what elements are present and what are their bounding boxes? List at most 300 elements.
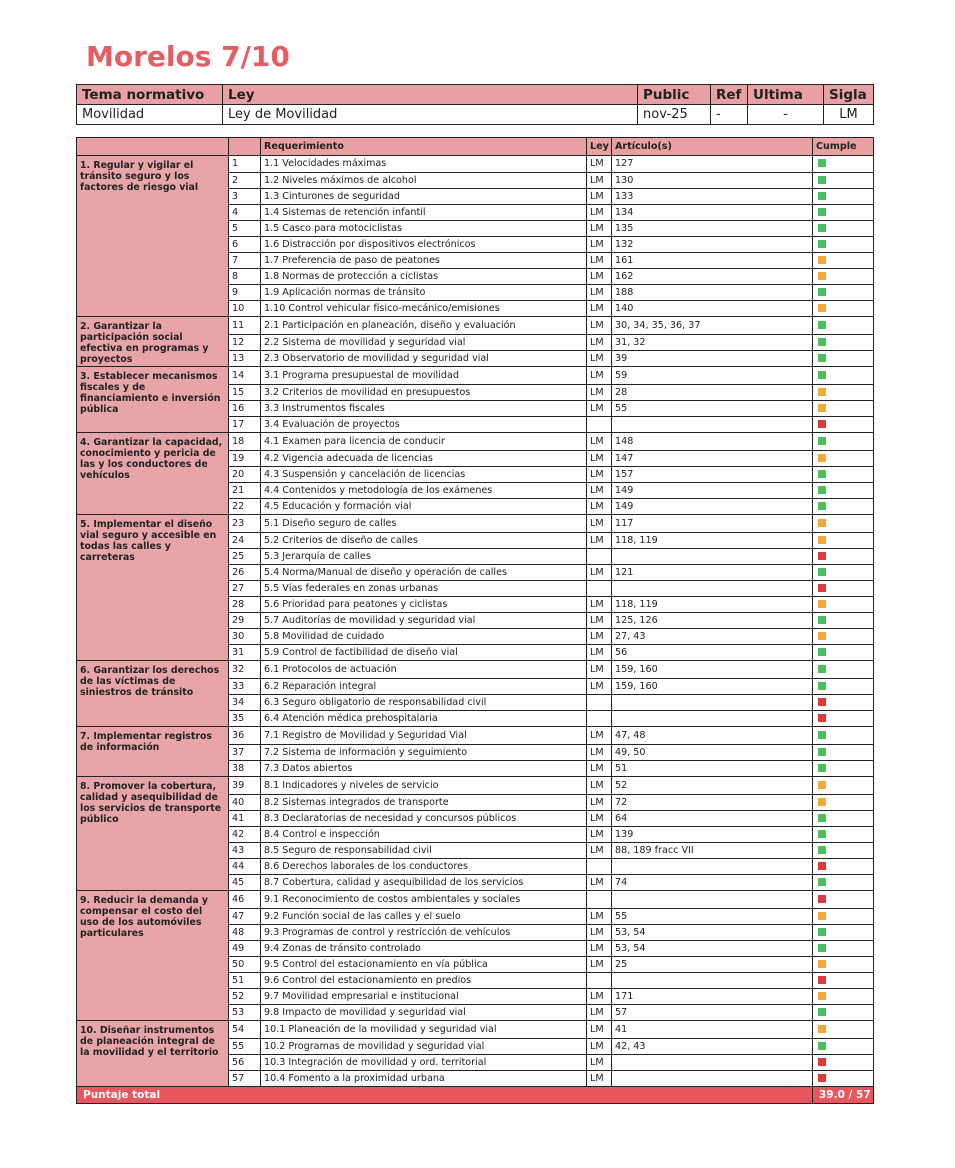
law-code: LM: [587, 189, 612, 205]
requirement-name: 10.4 Fomento a la proximidad urbana: [261, 1071, 587, 1087]
articles: 118, 119: [612, 533, 813, 549]
status-green-icon: [818, 502, 826, 510]
compliance-cell: [813, 827, 874, 843]
law-code: LM: [587, 925, 612, 941]
articles: 132: [612, 237, 813, 253]
col-header-requerimiento: Requerimiento: [261, 138, 587, 156]
status-green-icon: [818, 437, 826, 445]
articles: 25: [612, 957, 813, 973]
compliance-cell: [813, 727, 874, 745]
row-number: 44: [229, 859, 261, 875]
requirement-name: 5.7 Auditorías de movilidad y seguridad vial: [261, 613, 587, 629]
row-number: 13: [229, 351, 261, 367]
row-number: 10: [229, 301, 261, 317]
articles: [612, 973, 813, 989]
status-green-icon: [818, 486, 826, 494]
law-code: LM: [587, 499, 612, 515]
table-row: [77, 433, 874, 451]
requirement-name: 5.6 Prioridad para peatones y ciclistas: [261, 597, 587, 613]
requirement-name: 9.8 Impacto de movilidad y seguridad vial: [261, 1005, 587, 1021]
requirement-name: 9.5 Control del estacionamiento en vía pública: [261, 957, 587, 973]
status-orange-icon: [818, 256, 826, 264]
articles: [612, 711, 813, 727]
row-number: 20: [229, 467, 261, 483]
law-code: LM: [587, 661, 612, 679]
articles: 159, 160: [612, 661, 813, 679]
law-code: LM: [587, 269, 612, 285]
law-code: LM: [587, 843, 612, 859]
law-code: LM: [587, 1071, 612, 1087]
status-orange-icon: [818, 454, 826, 462]
compliance-cell: [813, 351, 874, 367]
status-orange-icon: [818, 404, 826, 412]
requirement-name: 9.7 Movilidad empresarial e institucional: [261, 989, 587, 1005]
compliance-cell: [813, 581, 874, 597]
requirement-name: 7.2 Sistema de información y seguimiento: [261, 745, 587, 761]
requirement-name: 1.6 Distracción por dispositivos electrónicos: [261, 237, 587, 253]
compliance-cell: [813, 317, 874, 335]
compliance-cell: [813, 745, 874, 761]
requirement-name: 3.1 Programa presupuestal de movilidad: [261, 367, 587, 385]
requirement-name: 8.2 Sistemas integrados de transporte: [261, 795, 587, 811]
requirement-name: 8.5 Seguro de responsabilidad civil: [261, 843, 587, 859]
articles: 49, 50: [612, 745, 813, 761]
law-code: [587, 581, 612, 597]
row-number: 15: [229, 385, 261, 401]
requirements-table: [76, 137, 874, 1104]
row-number: 34: [229, 695, 261, 711]
table-row: [77, 727, 874, 745]
requirement-name: 1.9 Aplicación normas de tránsito: [261, 285, 587, 301]
articles: [612, 1071, 813, 1087]
row-number: 33: [229, 679, 261, 695]
status-orange-icon: [818, 600, 826, 608]
articles: [612, 695, 813, 711]
articles: 64: [612, 811, 813, 827]
row-number: 3: [229, 189, 261, 205]
status-green-icon: [818, 616, 826, 624]
law-code: LM: [587, 777, 612, 795]
articles: 47, 48: [612, 727, 813, 745]
law-code: LM: [587, 237, 612, 253]
requirement-name: 7.1 Registro de Movilidad y Seguridad Vial: [261, 727, 587, 745]
compliance-cell: [813, 973, 874, 989]
col-header-ley: Ley: [587, 138, 612, 156]
law-code: LM: [587, 301, 612, 317]
requirement-name: 5.3 Jerarquía de calles: [261, 549, 587, 565]
row-number: 28: [229, 597, 261, 613]
articles: 53, 54: [612, 941, 813, 957]
compliance-cell: [813, 205, 874, 221]
compliance-cell: [813, 285, 874, 301]
status-green-icon: [818, 878, 826, 886]
law-code: LM: [587, 515, 612, 533]
law-code: LM: [587, 1005, 612, 1021]
status-green-icon: [818, 321, 826, 329]
row-number: 52: [229, 989, 261, 1005]
row-number: 25: [229, 549, 261, 565]
compliance-cell: [813, 483, 874, 499]
law-code: LM: [587, 367, 612, 385]
articles: 72: [612, 795, 813, 811]
law-code: LM: [587, 483, 612, 499]
articles: 74: [612, 875, 813, 891]
requirement-name: 6.2 Reparación integral: [261, 679, 587, 695]
row-number: 53: [229, 1005, 261, 1021]
articles: [612, 1055, 813, 1071]
compliance-cell: [813, 811, 874, 827]
status-green-icon: [818, 159, 826, 167]
row-number: 23: [229, 515, 261, 533]
articles: 31, 32: [612, 335, 813, 351]
requirement-name: 4.1 Examen para licencia de conducir: [261, 433, 587, 451]
law-code: LM: [587, 679, 612, 695]
requirement-name: 5.5 Vías federales en zonas urbanas: [261, 581, 587, 597]
law-code: LM: [587, 205, 612, 221]
requirement-name: 3.3 Instrumentos fiscales: [261, 401, 587, 417]
status-red-icon: [818, 714, 826, 722]
row-number: 55: [229, 1039, 261, 1055]
articles: [612, 581, 813, 597]
status-orange-icon: [818, 912, 826, 920]
row-number: 31: [229, 645, 261, 661]
status-green-icon: [818, 288, 826, 296]
compliance-cell: [813, 156, 874, 173]
articles: 159, 160: [612, 679, 813, 695]
table-row: [77, 317, 874, 335]
articles: 55: [612, 909, 813, 925]
requirement-name: 2.3 Observatorio de movilidad y seguridad vial: [261, 351, 587, 367]
status-red-icon: [818, 584, 826, 592]
status-orange-icon: [818, 781, 826, 789]
law-code: LM: [587, 1021, 612, 1039]
status-green-icon: [818, 470, 826, 478]
law-code: LM: [587, 156, 612, 173]
row-number: 27: [229, 581, 261, 597]
law-code: LM: [587, 565, 612, 581]
status-orange-icon: [818, 1025, 826, 1033]
compliance-cell: [813, 515, 874, 533]
law-code: [587, 859, 612, 875]
requirement-name: 9.6 Control del estacionamiento en predios: [261, 973, 587, 989]
requirement-name: 7.3 Datos abiertos: [261, 761, 587, 777]
row-number: 42: [229, 827, 261, 843]
law-code: LM: [587, 941, 612, 957]
row-number: 48: [229, 925, 261, 941]
requirement-name: 9.4 Zonas de tránsito controlado: [261, 941, 587, 957]
col-header-group: [77, 138, 229, 156]
status-green-icon: [818, 748, 826, 756]
ley-value: Ley de Movilidad: [223, 105, 638, 125]
row-number: 47: [229, 909, 261, 925]
compliance-cell: [813, 909, 874, 925]
row-number: 17: [229, 417, 261, 433]
status-orange-icon: [818, 960, 826, 968]
law-code: LM: [587, 909, 612, 925]
articles: 53, 54: [612, 925, 813, 941]
requirement-name: 10.1 Planeación de la movilidad y seguridad vial: [261, 1021, 587, 1039]
requirement-name: 1.10 Control vehicular físico-mecánico/emisiones: [261, 301, 587, 317]
row-number: 19: [229, 451, 261, 467]
requirement-name: 2.1 Participación en planeación, diseño y evaluación: [261, 317, 587, 335]
articles: [612, 549, 813, 565]
table-row: [77, 367, 874, 385]
group-label: 9. Reducir la demanda y compensar el costo del uso de los automóviles particulares: [77, 891, 229, 1021]
ref-value: -: [711, 105, 748, 125]
row-number: 46: [229, 891, 261, 909]
law-code: [587, 711, 612, 727]
col-header-public: Public: [638, 85, 711, 105]
requirement-name: 8.7 Cobertura, calidad y asequibilidad de los servicios: [261, 875, 587, 891]
compliance-cell: [813, 645, 874, 661]
law-code: LM: [587, 645, 612, 661]
requirement-name: 10.2 Programas de movilidad y seguridad vial: [261, 1039, 587, 1055]
compliance-cell: [813, 1055, 874, 1071]
law-code: LM: [587, 761, 612, 777]
articles: 30, 34, 35, 36, 37: [612, 317, 813, 335]
row-number: 8: [229, 269, 261, 285]
articles: 140: [612, 301, 813, 317]
articles: 41: [612, 1021, 813, 1039]
articles: 147: [612, 451, 813, 467]
group-label: 6. Garantizar los derechos de las víctimas de siniestros de tránsito: [77, 661, 229, 727]
requirement-name: 8.3 Declaratorias de necesidad y concursos públicos: [261, 811, 587, 827]
law-code: LM: [587, 467, 612, 483]
status-red-icon: [818, 862, 826, 870]
law-code: LM: [587, 451, 612, 467]
articles: 161: [612, 253, 813, 269]
law-code: LM: [587, 221, 612, 237]
status-red-icon: [818, 552, 826, 560]
law-code: LM: [587, 827, 612, 843]
law-code: LM: [587, 795, 612, 811]
row-number: 2: [229, 173, 261, 189]
articles: 171: [612, 989, 813, 1005]
status-green-icon: [818, 354, 826, 362]
law-code: LM: [587, 285, 612, 301]
row-number: 11: [229, 317, 261, 335]
compliance-cell: [813, 925, 874, 941]
articles: 27, 43: [612, 629, 813, 645]
row-number: 49: [229, 941, 261, 957]
law-code: LM: [587, 335, 612, 351]
status-red-icon: [818, 420, 826, 428]
articles: [612, 891, 813, 909]
articles: 52: [612, 777, 813, 795]
col-header-number: [229, 138, 261, 156]
row-number: 54: [229, 1021, 261, 1039]
status-green-icon: [818, 764, 826, 772]
articles: 121: [612, 565, 813, 581]
table-row: [77, 156, 874, 173]
status-orange-icon: [818, 632, 826, 640]
row-number: 5: [229, 221, 261, 237]
law-code: [587, 549, 612, 565]
status-green-icon: [818, 208, 826, 216]
compliance-cell: [813, 1021, 874, 1039]
col-header-articulos: Artículo(s): [612, 138, 813, 156]
compliance-cell: [813, 269, 874, 285]
compliance-cell: [813, 629, 874, 645]
articles: 57: [612, 1005, 813, 1021]
group-label: 10. Diseñar instrumentos de planeación integral de la movilidad y el territorio: [77, 1021, 229, 1087]
compliance-cell: [813, 301, 874, 317]
total-label: Puntaje total: [77, 1087, 813, 1104]
col-header-ref: Ref: [711, 85, 748, 105]
compliance-cell: [813, 777, 874, 795]
status-red-icon: [818, 1058, 826, 1066]
compliance-cell: [813, 679, 874, 695]
law-code: [587, 417, 612, 433]
status-red-icon: [818, 895, 826, 903]
law-code: LM: [587, 989, 612, 1005]
row-number: 26: [229, 565, 261, 581]
requirement-name: 4.3 Suspensión y cancelación de licencias: [261, 467, 587, 483]
articles: 134: [612, 205, 813, 221]
status-green-icon: [818, 1008, 826, 1016]
articles: 59: [612, 367, 813, 385]
row-number: 38: [229, 761, 261, 777]
status-orange-icon: [818, 992, 826, 1000]
row-number: 22: [229, 499, 261, 515]
requirement-name: 9.2 Función social de las calles y el suelo: [261, 909, 587, 925]
requirement-name: 9.1 Reconocimiento de costos ambientales y sociales: [261, 891, 587, 909]
row-number: 12: [229, 335, 261, 351]
requirement-name: 4.5 Educación y formación vial: [261, 499, 587, 515]
law-code: LM: [587, 433, 612, 451]
row-number: 56: [229, 1055, 261, 1071]
compliance-cell: [813, 711, 874, 727]
requirement-name: 5.4 Norma/Manual de diseño y operación de calles: [261, 565, 587, 581]
row-number: 51: [229, 973, 261, 989]
articles: 88, 189 fracc VII: [612, 843, 813, 859]
compliance-cell: [813, 237, 874, 253]
law-code: LM: [587, 745, 612, 761]
requirement-name: 8.1 Indicadores y niveles de servicio: [261, 777, 587, 795]
status-orange-icon: [818, 388, 826, 396]
col-header-sigla: Sigla: [824, 85, 874, 105]
status-green-icon: [818, 944, 826, 952]
articles: 127: [612, 156, 813, 173]
requirement-name: 6.3 Seguro obligatorio de responsabilidad civil: [261, 695, 587, 711]
compliance-cell: [813, 695, 874, 711]
articles: 117: [612, 515, 813, 533]
row-number: 7: [229, 253, 261, 269]
status-red-icon: [818, 698, 826, 706]
col-header-ultima: Ultima: [748, 85, 824, 105]
status-green-icon: [818, 371, 826, 379]
law-code: [587, 973, 612, 989]
articles: 55: [612, 401, 813, 417]
requirement-name: 5.9 Control de factibilidad de diseño vial: [261, 645, 587, 661]
law-code: LM: [587, 385, 612, 401]
table-row: [77, 777, 874, 795]
law-code: LM: [587, 727, 612, 745]
law-code: LM: [587, 811, 612, 827]
law-code: LM: [587, 597, 612, 613]
compliance-cell: [813, 843, 874, 859]
group-label: 1. Regular y vigilar el tránsito seguro y los factores de riesgo vial: [77, 156, 229, 317]
law-code: [587, 891, 612, 909]
compliance-cell: [813, 417, 874, 433]
requirement-name: 10.3 Integración de movilidad y ord. territorial: [261, 1055, 587, 1071]
compliance-cell: [813, 875, 874, 891]
compliance-cell: [813, 385, 874, 401]
group-label: 3. Establecer mecanismos fiscales y de financiamiento e inversión pública: [77, 367, 229, 433]
row-number: 32: [229, 661, 261, 679]
row-number: 30: [229, 629, 261, 645]
requirement-name: 6.4 Atención médica prehospitalaria: [261, 711, 587, 727]
status-green-icon: [818, 192, 826, 200]
status-red-icon: [818, 1074, 826, 1082]
status-orange-icon: [818, 536, 826, 544]
row-number: 1: [229, 156, 261, 173]
requirement-name: 1.3 Cinturones de seguridad: [261, 189, 587, 205]
law-code: LM: [587, 613, 612, 629]
requirement-name: 5.2 Criterios de diseño de calles: [261, 533, 587, 549]
articles: 133: [612, 189, 813, 205]
group-label: 8. Promover la cobertura, calidad y asequibilidad de los servicios de transporte público: [77, 777, 229, 891]
compliance-cell: [813, 549, 874, 565]
row-number: 45: [229, 875, 261, 891]
law-code: [587, 695, 612, 711]
compliance-cell: [813, 1071, 874, 1087]
requirement-name: 1.1 Velocidades máximas: [261, 156, 587, 173]
compliance-cell: [813, 957, 874, 973]
articles: 39: [612, 351, 813, 367]
group-label: 2. Garantizar la participación social efectiva en programas y proyectos: [77, 317, 229, 367]
col-header-ley: Ley: [223, 85, 638, 105]
requirement-name: 5.1 Diseño seguro de calles: [261, 515, 587, 533]
compliance-cell: [813, 795, 874, 811]
table-row: [77, 661, 874, 679]
requirement-name: 3.4 Evaluación de proyectos: [261, 417, 587, 433]
compliance-cell: [813, 1005, 874, 1021]
articles: 130: [612, 173, 813, 189]
status-orange-icon: [818, 304, 826, 312]
row-number: 29: [229, 613, 261, 629]
row-number: 39: [229, 777, 261, 795]
compliance-cell: [813, 891, 874, 909]
law-code: LM: [587, 1055, 612, 1071]
law-code: LM: [587, 317, 612, 335]
row-number: 43: [229, 843, 261, 859]
articles: 56: [612, 645, 813, 661]
compliance-cell: [813, 941, 874, 957]
row-number: 18: [229, 433, 261, 451]
compliance-cell: [813, 989, 874, 1005]
row-number: 41: [229, 811, 261, 827]
articles: [612, 859, 813, 875]
compliance-cell: [813, 221, 874, 237]
status-green-icon: [818, 846, 826, 854]
law-code: LM: [587, 957, 612, 973]
table-row: [77, 891, 874, 909]
compliance-cell: [813, 661, 874, 679]
compliance-cell: [813, 859, 874, 875]
group-label: 7. Implementar registros de información: [77, 727, 229, 777]
row-number: 24: [229, 533, 261, 549]
total-value: 39.0 / 57: [813, 1087, 874, 1104]
articles: 148: [612, 433, 813, 451]
status-green-icon: [818, 814, 826, 822]
compliance-cell: [813, 173, 874, 189]
ultima-value: -: [748, 105, 824, 125]
requirement-name: 8.4 Control e inspección: [261, 827, 587, 843]
requirement-name: 1.2 Niveles máximos de alcohol: [261, 173, 587, 189]
articles: [612, 417, 813, 433]
compliance-cell: [813, 335, 874, 351]
